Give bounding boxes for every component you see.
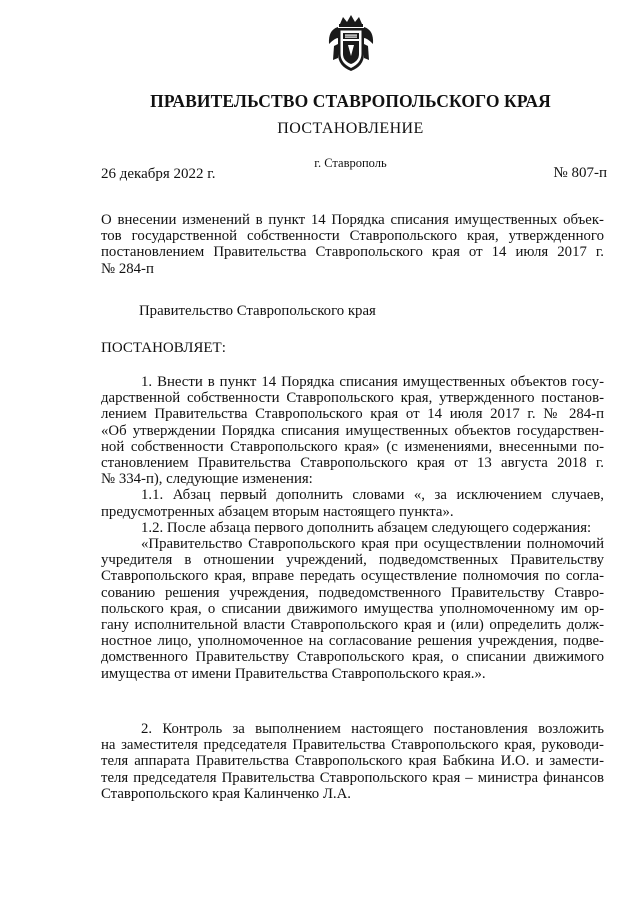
- text-line: имущества от имени Правительства Ставропольского края.».: [101, 665, 486, 682]
- text-line: ностное лицо, уполномоченное на согласование решения учреждения, подве-: [101, 633, 604, 650]
- text-line: учредителя в отношении учреждений, подведомственных Правительству: [101, 552, 604, 569]
- text-line: О внесении изменений в пункт 14 Порядка списания имущественных объек-: [101, 212, 604, 228]
- paragraph-1: [101, 374, 604, 682]
- paragraph-2: [101, 721, 604, 802]
- text-line: теля председателя Правительства Ставропольского края – министра финансов: [101, 769, 604, 786]
- text-line: дарственной собственности Ставропольского края, утвержденного постанов-: [101, 390, 604, 407]
- text-line: лением Правительства Ставропольского края от 14 июля 2017 г. № 284-п: [101, 406, 604, 423]
- government-title: ПРАВИТЕЛЬСТВО СТАВРОПОЛЬСКОГО КРАЯ: [150, 91, 551, 111]
- text-line: гану исполнительной власти Ставропольского края и (или) определить долж-: [101, 617, 604, 634]
- text-line: сованию решения учреждения, подведомственного Правительству Ставро-: [101, 584, 604, 601]
- text-line: № 284-п: [101, 260, 154, 277]
- document-number: № 807-п: [553, 165, 607, 181]
- text-line: Ставропольского края Калинченко Л.А.: [101, 785, 351, 802]
- text-line: 1.2. После абзаца первого дополнить абзацем следующего содержания:: [141, 519, 592, 536]
- document-subject: [101, 212, 604, 277]
- text-line: предусмотренных абзацем вторым настоящего пункта».: [101, 503, 454, 520]
- issuing-authority: Правительство Ставропольского края: [139, 303, 376, 319]
- text-line: постановлением Правительства Ставропольского края от 14 июля 2017 г.: [101, 244, 604, 261]
- text-line: «Правительство Ставропольского края при осуществлении полномочий: [141, 536, 604, 553]
- text-line: становлением Правительства Ставропольского края от 13 августа 2018 г.: [101, 455, 604, 472]
- text-line: ной собственности Ставропольского края» (с изменениями, внесенными по-: [101, 438, 604, 455]
- text-line: 1. Внести в пункт 14 Порядка списания имущественных объектов госу-: [141, 374, 604, 390]
- text-line: № 334-п), следующие изменения:: [101, 471, 313, 488]
- resolves-heading: ПОСТАНОВЛЯЕТ:: [101, 340, 226, 356]
- text-line: тов государственной собственности Ставропольского края, утвержденного: [101, 228, 604, 245]
- document-type: ПОСТАНОВЛЕНИЕ: [277, 120, 424, 137]
- text-line: теля аппарата Правительства Ставропольского края Бабкина И.О. и замести-: [101, 753, 604, 770]
- text-line: Ставропольского края, вправе передать осуществление полномочия по согла-: [101, 568, 604, 585]
- text-line: 2. Контроль за выполнением настоящего постановления возложить: [141, 721, 604, 737]
- text-line: польского края, о списании движимого имущества уполномоченному им ор-: [101, 600, 604, 617]
- text-line: «Об утверждении Порядка списания имущественных объектов государствен-: [101, 422, 604, 439]
- coat-of-arms-icon: [326, 14, 376, 74]
- text-line: домственного Правительству Ставропольского края, о списании движимого: [101, 649, 604, 666]
- document-date: 26 декабря 2022 г.: [101, 166, 216, 182]
- text-line: на заместителя председателя Правительства Ставропольского края, руководи-: [101, 737, 604, 754]
- text-line: 1.1. Абзац первый дополнить словами «, за исключением случаев,: [141, 487, 604, 504]
- city: г. Ставрополь: [314, 156, 387, 170]
